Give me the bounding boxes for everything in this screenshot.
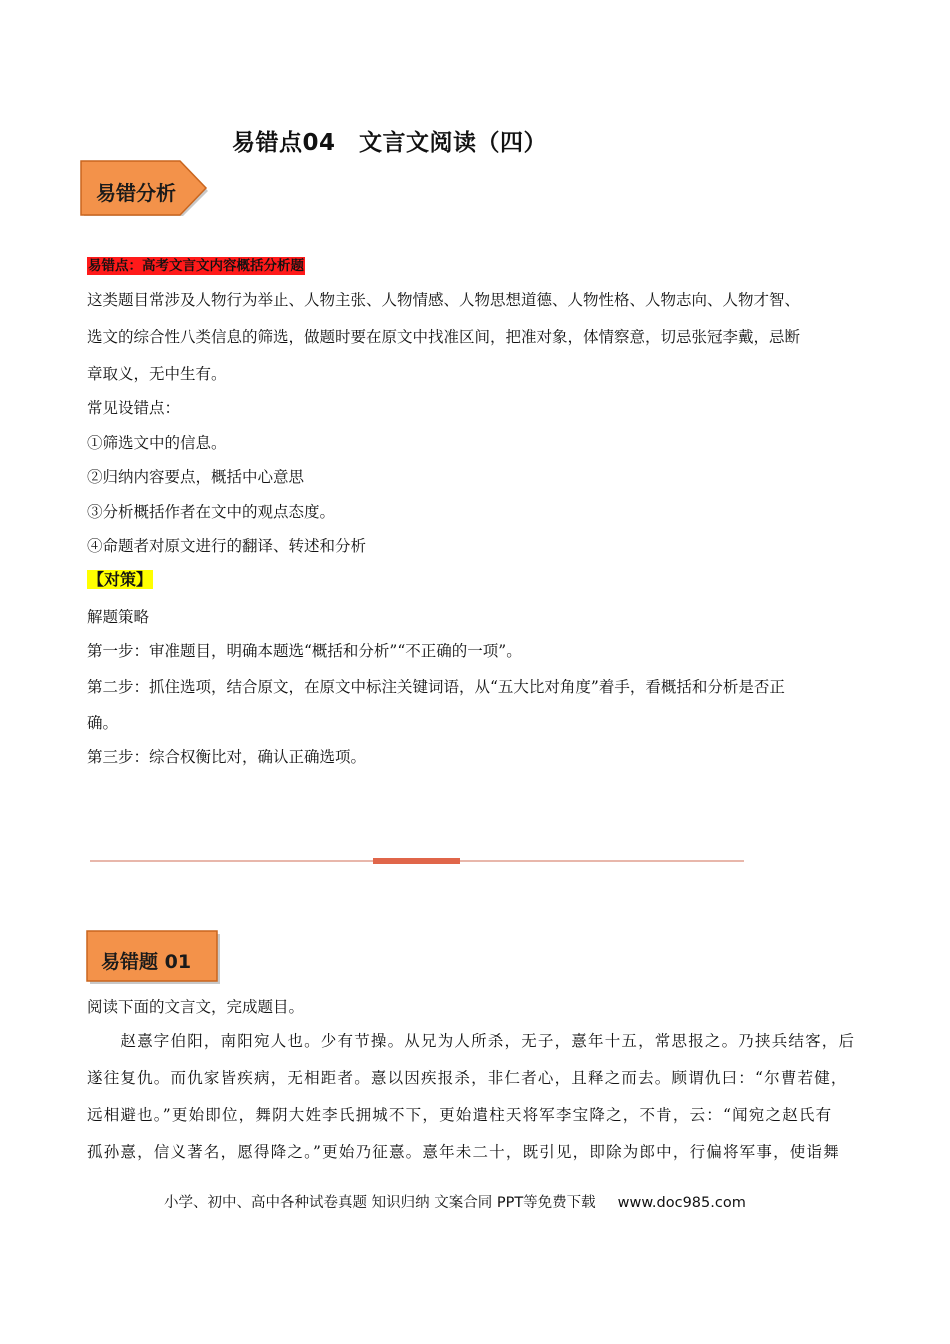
paragraph-line: 常见设错点： [87, 399, 181, 417]
strategy-line: 第一步：审准题目，明确本题选“概括和分析”“不正确的一项”。 [87, 642, 522, 660]
badge-question-label: 易错题 01 [101, 951, 192, 973]
strategy-heading-line [87, 570, 867, 590]
strategy-line: 第二步：抓住选项，结合原文，在原文中标注关键词语，从“五大比对角度”着手，看概括和分析是否正 [87, 678, 785, 696]
strategy-line: 解题策略 [87, 608, 150, 626]
list-item: ③分析概括作者在文中的观点态度。 [87, 503, 336, 521]
strategy-heading: 【对策】 [88, 570, 153, 589]
section-badge-question [86, 930, 222, 986]
footer-url[interactable]: www.doc985.com [617, 1195, 746, 1211]
footer-text: 小学、初中、高中各种试卷真题 知识归纳 文案合同 PPT等免费下载 [164, 1195, 596, 1211]
list-item: ②归纳内容要点，概括中心意思 [87, 468, 305, 486]
paragraph-line: 这类题目常涉及人物行为举止、人物主张、人物情感、人物思想道德、人物性格、人物志向、人物才智、 [87, 291, 801, 309]
page-footer [164, 1191, 746, 1212]
document-title: 易错点04 文言文阅读（四） [232, 130, 548, 156]
list-item: ④命题者对原文进行的翻译、转述和分析 [87, 537, 367, 555]
question-intro: 阅读下面的文言文，完成题目。 [87, 998, 305, 1016]
passage-line: 遂往复仇。而仇家皆疾病，无相距者。憙以因疾报杀，非仁者心，且释之而去。顾谓仇曰：“尔曹若健， [87, 1069, 848, 1087]
section-divider-accent [373, 858, 460, 864]
section-badge-analysis [80, 160, 212, 218]
strategy-line: 确。 [87, 714, 119, 732]
paragraph-line: 章取义，无中生有。 [87, 365, 227, 383]
paragraph-line: 选文的综合性八类信息的筛选，做题时要在原文中找准区间，把准对象，体情察意，切忌张冠李戴，忌断 [87, 328, 801, 346]
passage-line: 孤孙憙，信义著名，愿得降之。”更始乃征憙。憙年未二十，既引见，即除为郎中，行偏将军事，使诣舞 [87, 1143, 840, 1161]
strategy-line: 第三步：综合权衡比对，确认正确选项。 [87, 748, 367, 766]
highlight-title-line [87, 255, 867, 276]
highlight-title: 易错点：高考文言文内容概括分析题 [88, 258, 304, 274]
passage-line: 赵憙字伯阳，南阳宛人也。少有节操。从兄为人所杀，无子，憙年十五，常思报之。乃挟兵结客，后 [87, 1032, 856, 1050]
passage-line: 远相避也。”更始即位，舞阴大姓李氏拥城不下，更始遣柱天将军李宝降之，不肯，云：“闻宛之赵氏有 [87, 1106, 833, 1124]
badge-analysis-label: 易错分析 [96, 181, 176, 205]
list-item: ①筛选文中的信息。 [87, 434, 227, 452]
